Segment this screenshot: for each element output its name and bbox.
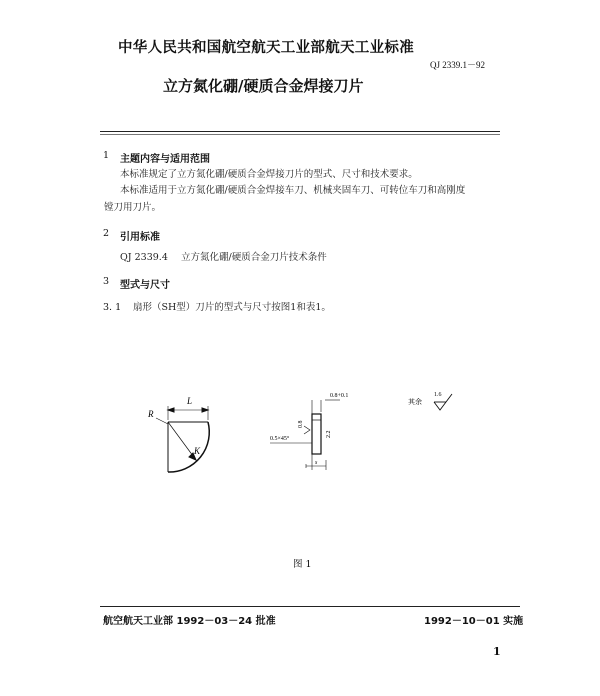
- top-rule: [100, 131, 500, 132]
- dim-chamfer: 0.5×45°: [270, 436, 290, 442]
- section-3-1-text: 扇形（SH型）刀片的型式与尺寸按图1和表1。: [133, 302, 331, 313]
- dim-tolerance: 0.8+0.1: [330, 393, 349, 399]
- section-3-1-number: 3. 1: [103, 302, 122, 313]
- section-3-heading: 型式与尺寸: [120, 280, 170, 291]
- figure-1-drawing: [140, 380, 460, 490]
- top-rule-secondary: [100, 134, 500, 135]
- section-1-number: 1: [103, 150, 110, 161]
- document-title: 立方氮化硼/硬质合金焊接刀片: [163, 77, 364, 95]
- section-2-number: 2: [103, 228, 110, 239]
- label-L: L: [187, 396, 193, 406]
- dim-height: 2.2: [326, 430, 332, 438]
- effective-date: 1992－10－01 实施: [424, 616, 524, 627]
- dim-s: s: [315, 460, 318, 466]
- page-number: 1: [493, 645, 501, 658]
- roughness-prefix: 其余: [408, 398, 422, 406]
- standard-org-title: 中华人民共和国航空航天工业部航天工业标准: [118, 40, 414, 56]
- section-1-para2-line1: 本标准适用于立方氮化硼/硬质合金焊接车刀、机械夹固车刀、可转位车刀和高刚度: [120, 185, 466, 196]
- corner-radius-leader: [156, 418, 168, 424]
- section-1-para1: 本标准规定了立方氮化硼/硬质合金焊接刀片的型式、尺寸和技术要求。: [120, 169, 418, 180]
- standard-number: QJ 2339.1－92: [430, 60, 486, 70]
- section-1-heading: 主题内容与适用范围: [120, 154, 210, 165]
- insert-arc-edge: [168, 422, 209, 472]
- roughness-value: 1.6: [434, 392, 442, 398]
- approval-date: 航空航天工业部 1992－03－24 批准: [103, 616, 276, 627]
- label-K: K: [194, 446, 201, 456]
- reference-code: QJ 2339.4: [120, 252, 168, 263]
- section-2-heading: 引用标准: [120, 232, 160, 243]
- label-R: R: [148, 409, 154, 419]
- bottom-rule: [100, 606, 520, 607]
- side-roughness-mark: [304, 426, 310, 434]
- dim-thickness: 0.8: [298, 420, 304, 428]
- section-1-para2-line2: 镗刀用刀片。: [104, 202, 162, 213]
- section-3-number: 3: [103, 276, 110, 287]
- reference-title: 立方氮化硼/硬质合金刀片技术条件: [181, 252, 327, 263]
- figure-caption: 图 1: [293, 559, 312, 570]
